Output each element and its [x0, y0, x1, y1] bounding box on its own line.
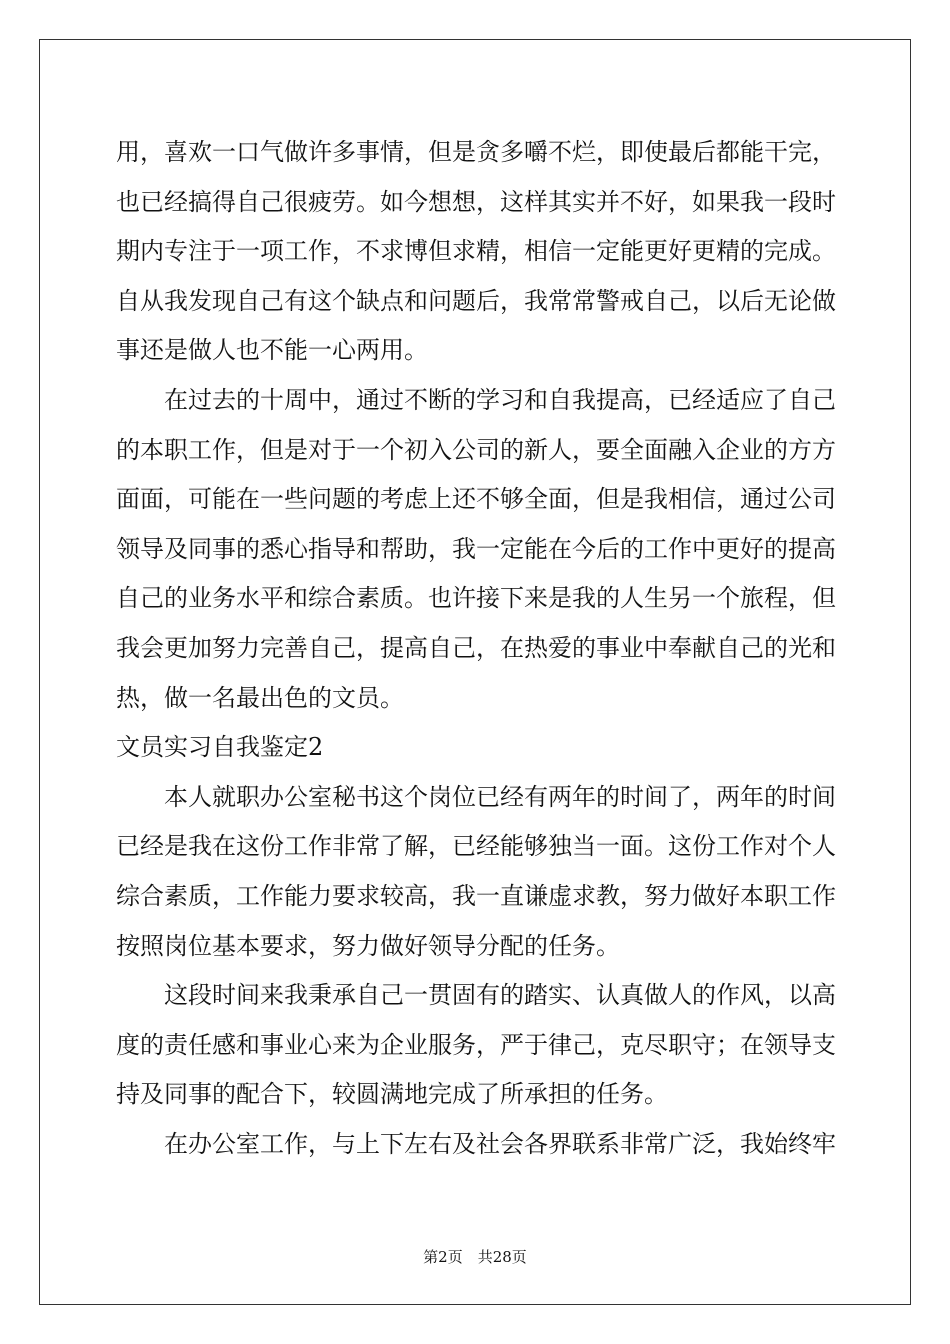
text-line: 用，喜欢一口气做许多事情，但是贪多嚼不烂，即使最后都能干完， — [116, 138, 836, 166]
text-line: 自己的业务水平和综合素质。也许接下来是我的人生另一个旅程，但 — [116, 584, 836, 613]
text-line: 本人就职办公室秘书这个岗位已经有两年的时间了，两年的时间 — [116, 782, 836, 811]
text-line: 已经是我在这份工作非常了解，已经能够独当一面。这份工作对个人 — [116, 832, 836, 861]
text-line: 事还是做人也不能一心两用。 — [116, 336, 428, 365]
text-line: 期内专注于一项工作，不求博但求精，相信一定能更好更精的完成。 — [116, 237, 836, 266]
text-line: 领导及同事的悉心指导和帮助，我一定能在今后的工作中更好的提高 — [116, 534, 836, 563]
section-heading: 文员实习自我鉴定2 — [116, 733, 324, 762]
text-line: 按照岗位基本要求，努力做好领导分配的任务。 — [116, 931, 620, 960]
text-line: 我会更加努力完善自己，提高自己，在热爱的事业中奉献自己的光和 — [116, 633, 836, 662]
text-line: 这段时间来我秉承自己一贯固有的踏实、认真做人的作风，以高 — [116, 981, 836, 1010]
text-line: 持及同事的配合下，较圆满地完成了所承担的任务。 — [116, 1080, 668, 1109]
page-number-footer: 第2页 共28页 — [423, 1248, 527, 1266]
text-line: 在办公室工作，与上下左右及社会各界联系非常广泛，我始终牢 — [116, 1129, 836, 1158]
text-line: 也已经搞得自己很疲劳。如今想想，这样其实并不好，如果我一段时 — [116, 187, 836, 216]
text-line: 自从我发现自己有这个缺点和问题后，我常常警戒自己，以后无论做 — [116, 286, 836, 315]
text-line: 综合素质，工作能力要求较高，我一直谦虚求教，努力做好本职工作 — [116, 881, 836, 910]
text-line: 在过去的十周中，通过不断的学习和自我提高，已经适应了自己 — [116, 385, 836, 414]
text-line: 热，做一名最出色的文员。 — [116, 683, 404, 712]
text-line: 的本职工作，但是对于一个初入公司的新人，要全面融入企业的方方 — [116, 435, 836, 464]
text-line: 面面，可能在一些问题的考虑上还不够全面，但是我相信，通过公司 — [116, 485, 836, 514]
document-body — [116, 128, 836, 1169]
text-line: 度的责任感和事业心来为企业服务，严于律己，克尽职守；在领导支 — [116, 1030, 836, 1059]
